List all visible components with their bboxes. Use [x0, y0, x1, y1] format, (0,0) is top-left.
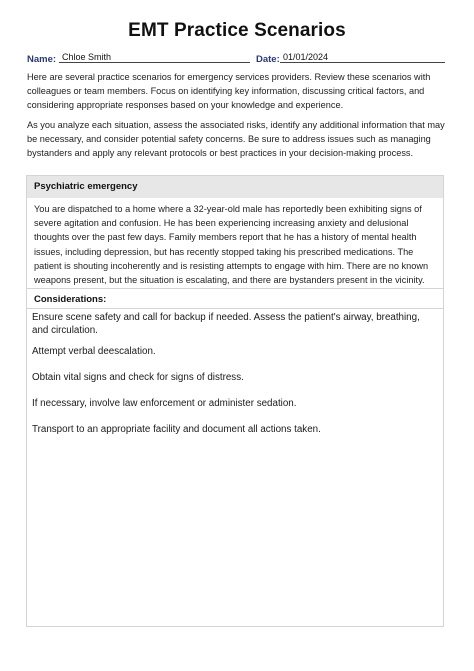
- scenario-card: [26, 175, 444, 627]
- name-field[interactable]: Chloe Smith: [59, 52, 250, 63]
- consideration-item: Obtain vital signs and check for signs of distress.: [32, 372, 244, 383]
- page-title: EMT Practice Scenarios: [128, 20, 346, 41]
- intro-paragraph-1: Here are several practice scenarios for emergency services providers. Review these scenarios with colleagues or team members. Focus on identifying key information, discussing critical factors, and considering appropriate responses based on your knowledge and experience.: [27, 72, 431, 110]
- consideration-item: Transport to an appropriate facility and document all actions taken.: [32, 424, 321, 435]
- name-label: Name:: [27, 54, 57, 65]
- consideration-item: If necessary, involve law enforcement or administer sedation.: [32, 398, 297, 409]
- scenario-heading: Psychiatric emergency: [27, 176, 443, 198]
- section-divider: [27, 288, 443, 289]
- considerations-divider: [27, 308, 443, 309]
- consideration-item: Ensure scene safety and call for backup if needed. Assess the patient's airway, breathing, and circulation.: [32, 312, 420, 336]
- intro-paragraph-2: As you analyze each situation, assess the associated risks, identify any additional information that may be necessary, and consider potential safety concerns. Be sure to address issues such as managing bystanders and apply any relevant protocols or best practices in your decision-making process.: [27, 120, 445, 158]
- date-field[interactable]: 01/01/2024: [280, 52, 445, 63]
- header-fields: [27, 52, 445, 68]
- considerations-heading: Considerations:: [34, 294, 107, 305]
- consideration-item: Attempt verbal deescalation.: [32, 346, 156, 357]
- scenario-description: You are dispatched to a home where a 32-year-old male has reportedly been exhibiting signs of severe agitation and confusion. He has been experiencing increasing anxiety and delusional thoughts over the past few days. Family members report that he has a history of mental health issues, including depression, but has recently stopped taking his prescribed medications. The patient is shouting incoherently and is resisting attempts to engage with him. There are no known weapons present, but the situation is escalating, and there are bystanders present in the vicinity.: [34, 204, 429, 286]
- date-label: Date:: [256, 54, 280, 65]
